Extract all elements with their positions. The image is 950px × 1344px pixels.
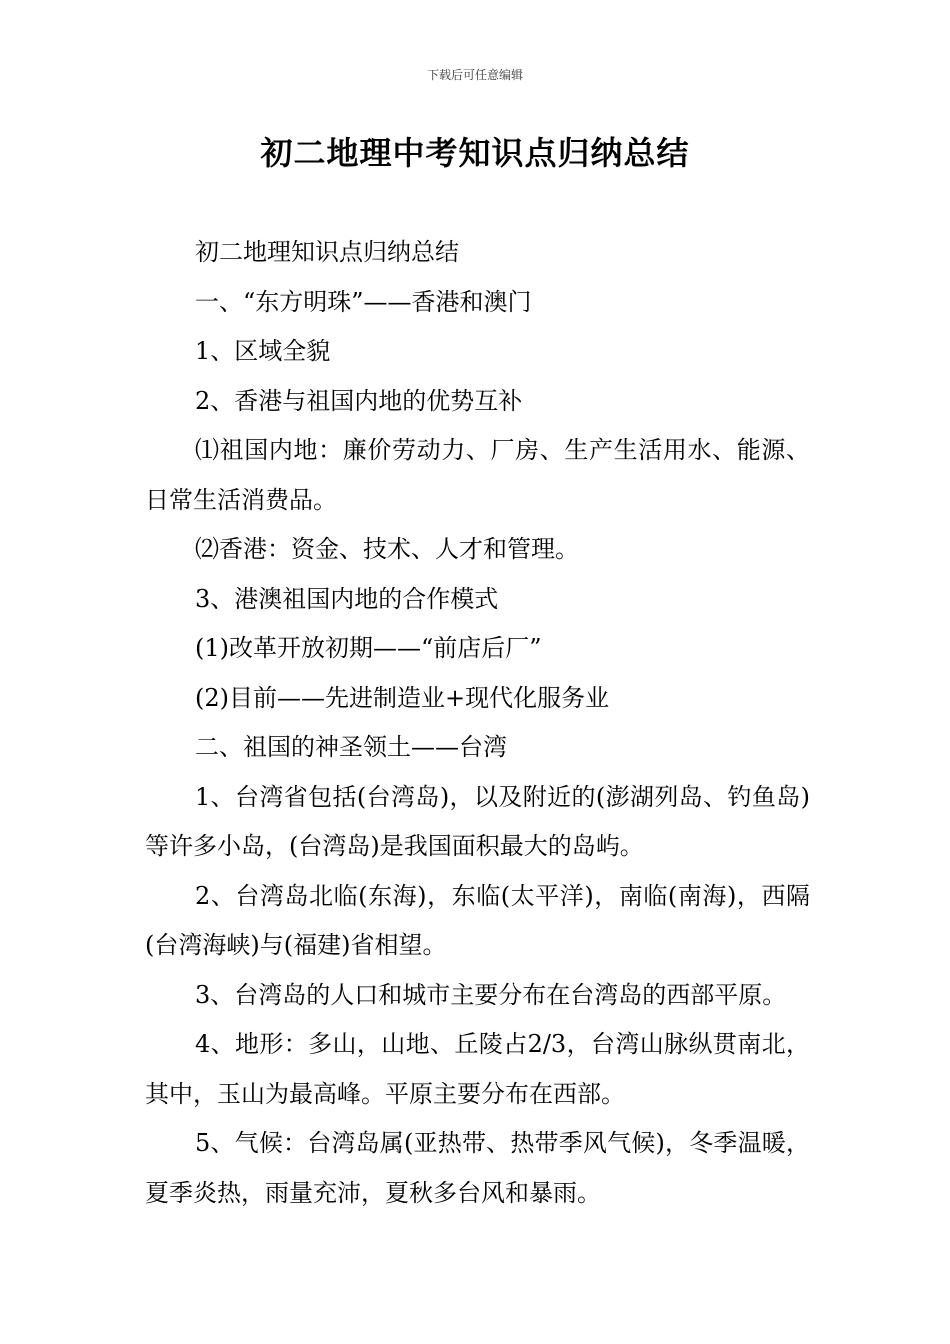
paragraph-item: 3、港澳祖国内地的合作模式 xyxy=(195,584,499,613)
paragraph-item: (1)改革开放初期——“前店后厂” xyxy=(195,634,542,662)
paragraph-item: 2、香港与祖国内地的优势互补 xyxy=(195,386,523,415)
paragraph-item: 5、气候：台湾岛属(亚热带、热带季风气候)，冬季温暖，夏季炎热，雨量充沛，夏秋多台风和暴雨。 xyxy=(145,1129,810,1207)
section-heading-taiwan: 二、祖国的神圣领土——台湾 xyxy=(195,733,507,761)
paragraph-item: ⑴祖国内地：廉价劳动力、厂房、生产生活用水、能源、日常生活消费品。 xyxy=(145,436,810,514)
paragraph-subtitle: 初二地理知识点归纳总结 xyxy=(195,238,459,266)
paragraph-item: 1、台湾省包括(台湾岛)，以及附近的(澎湖列岛、钓鱼岛)等许多小岛，(台湾岛)是我国面积最大的岛屿。 xyxy=(145,782,810,860)
paragraph-item: ⑵香港：资金、技术、人才和管理。 xyxy=(195,535,579,563)
paragraph-item: 1、区域全貌 xyxy=(195,337,331,365)
document-body xyxy=(145,228,810,1218)
paragraph-item: 4、地形：多山，山地、丘陵占2/3，台湾山脉纵贯南北，其中，玉山为最高峰。平原主要分布在西部。 xyxy=(145,1030,810,1108)
header-note: 下载后可任意编辑 xyxy=(426,68,523,82)
paragraph-item: 3、台湾岛的人口和城市主要分布在台湾岛的西部平原。 xyxy=(195,980,787,1009)
document-title: 初二地理中考知识点归纳总结 xyxy=(260,134,690,172)
paragraph-item: 2、台湾岛北临(东海)，东临(太平洋)，南临(南海)，西隔(台湾海峡)与(福建)省相望。 xyxy=(145,881,810,959)
section-heading-hongkong-macau: 一、“东方明珠”——香港和澳门 xyxy=(195,287,532,316)
paragraph-item: (2)目前——先进制造业+现代化服务业 xyxy=(195,683,610,712)
